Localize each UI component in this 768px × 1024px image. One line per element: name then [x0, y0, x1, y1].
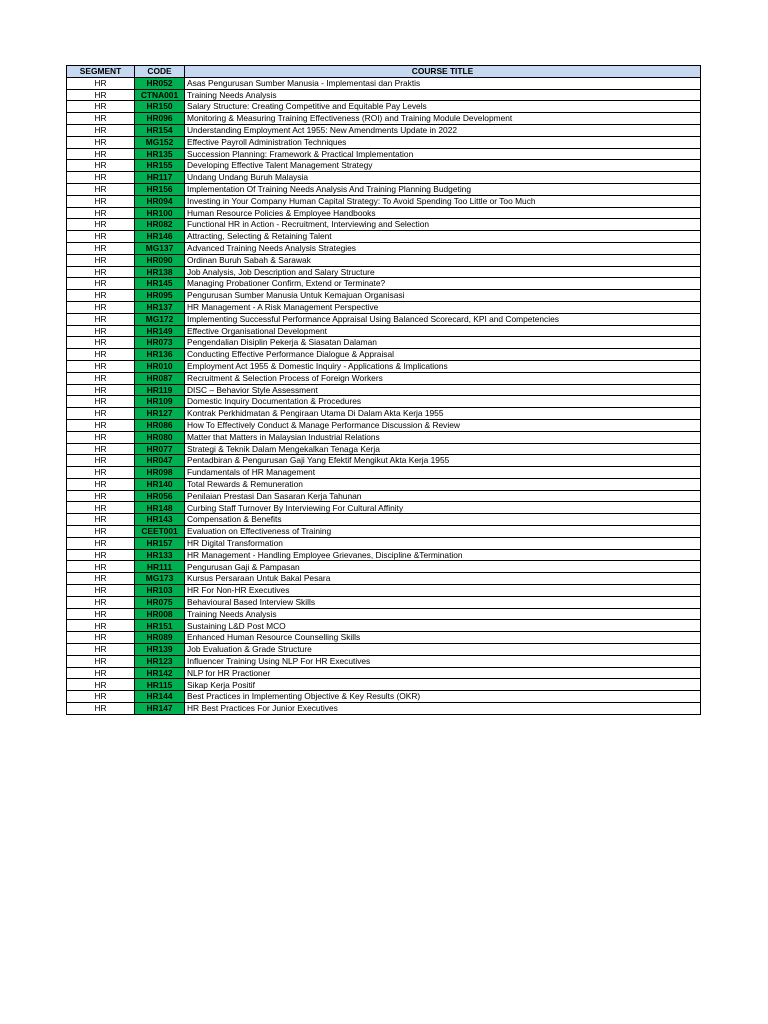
cell-course-title: Managing Probationer Confirm, Extend or Terminate? [185, 278, 701, 290]
cell-course-title: NLP for HR Practioner [185, 667, 701, 679]
cell-code: HR137 [135, 301, 185, 313]
cell-segment: HR [67, 337, 135, 349]
cell-segment: HR [67, 384, 135, 396]
cell-code: HR087 [135, 372, 185, 384]
cell-code: HR157 [135, 537, 185, 549]
cell-code: HR145 [135, 278, 185, 290]
cell-segment: HR [67, 561, 135, 573]
cell-course-title: HR Best Practices For Junior Executives [185, 703, 701, 715]
cell-course-title: Job Analysis, Job Description and Salary Structure [185, 266, 701, 278]
cell-course-title: Effective Organisational Development [185, 325, 701, 337]
table-row [67, 537, 701, 549]
cell-segment: HR [67, 231, 135, 243]
cell-segment: HR [67, 77, 135, 89]
cell-course-title: Strategi & Teknik Dalam Mengekalkan Tenaga Kerja [185, 443, 701, 455]
table-row [67, 278, 701, 290]
cell-code: HR111 [135, 561, 185, 573]
cell-code: HR146 [135, 231, 185, 243]
table-row [67, 408, 701, 420]
cell-course-title: Best Practices in Implementing Objective & Key Results (OKR) [185, 691, 701, 703]
cell-segment: HR [67, 160, 135, 172]
cell-segment: HR [67, 136, 135, 148]
cell-segment: HR [67, 124, 135, 136]
table-row [67, 124, 701, 136]
cell-code: HR109 [135, 396, 185, 408]
table-row [67, 266, 701, 278]
cell-code: HR095 [135, 290, 185, 302]
cell-segment: HR [67, 101, 135, 113]
cell-code: MG173 [135, 573, 185, 585]
cell-course-title: Training Needs Analysis [185, 89, 701, 101]
cell-course-title: Human Resource Policies & Employee Handbooks [185, 207, 701, 219]
cell-segment: HR [67, 290, 135, 302]
table-row [67, 490, 701, 502]
cell-code: HR047 [135, 455, 185, 467]
cell-segment: HR [67, 219, 135, 231]
table-row [67, 644, 701, 656]
table-row [67, 77, 701, 89]
cell-code: HR052 [135, 77, 185, 89]
cell-segment: HR [67, 632, 135, 644]
cell-segment: HR [67, 514, 135, 526]
cell-segment: HR [67, 596, 135, 608]
table-row [67, 608, 701, 620]
cell-segment: HR [67, 667, 135, 679]
table-row [67, 431, 701, 443]
header-segment: SEGMENT [67, 66, 135, 78]
cell-segment: HR [67, 396, 135, 408]
cell-code: HR136 [135, 349, 185, 361]
cell-segment: HR [67, 419, 135, 431]
table-row [67, 231, 701, 243]
cell-course-title: Sikap Kerja Positif [185, 679, 701, 691]
table-header [67, 66, 701, 78]
cell-course-title: Attracting, Selecting & Retaining Talent [185, 231, 701, 243]
cell-segment: HR [67, 431, 135, 443]
table-row [67, 502, 701, 514]
cell-course-title: Sustaining L&D Post MCO [185, 620, 701, 632]
table-row [67, 160, 701, 172]
cell-code: HR135 [135, 148, 185, 160]
cell-course-title: HR For Non-HR Executives [185, 585, 701, 597]
cell-code: CTNA001 [135, 89, 185, 101]
cell-code: HR103 [135, 585, 185, 597]
cell-course-title: Job Evaluation & Grade Structure [185, 644, 701, 656]
cell-segment: HR [67, 242, 135, 254]
cell-code: HR133 [135, 549, 185, 561]
table-row [67, 691, 701, 703]
table-row [67, 195, 701, 207]
cell-code: HR086 [135, 419, 185, 431]
cell-course-title: Compensation & Benefits [185, 514, 701, 526]
cell-course-title: Understanding Employment Act 1955: New Amendments Update in 2022 [185, 124, 701, 136]
cell-segment: HR [67, 148, 135, 160]
cell-course-title: Pengurusan Gaji & Pampasan [185, 561, 701, 573]
cell-code: HR119 [135, 384, 185, 396]
table-row [67, 443, 701, 455]
cell-segment: HR [67, 455, 135, 467]
cell-code: HR075 [135, 596, 185, 608]
cell-segment: HR [67, 620, 135, 632]
table-row [67, 290, 701, 302]
cell-course-title: Training Needs Analysis [185, 608, 701, 620]
table-body [67, 77, 701, 714]
table-row [67, 561, 701, 573]
table-row [67, 172, 701, 184]
cell-course-title: Curbing Staff Turnover By Interviewing For Cultural Affinity [185, 502, 701, 514]
cell-code: HR090 [135, 254, 185, 266]
cell-code: HR144 [135, 691, 185, 703]
cell-segment: HR [67, 313, 135, 325]
table-row [67, 313, 701, 325]
table-row [67, 113, 701, 125]
cell-segment: HR [67, 655, 135, 667]
cell-code: HR100 [135, 207, 185, 219]
cell-code: CEET001 [135, 526, 185, 538]
cell-course-title: Effective Payroll Administration Techniques [185, 136, 701, 148]
cell-segment: HR [67, 301, 135, 313]
cell-course-title: How To Effectively Conduct & Manage Performance Discussion & Review [185, 419, 701, 431]
cell-course-title: Undang Undang Buruh Malaysia [185, 172, 701, 184]
cell-code: HR115 [135, 679, 185, 691]
table-row [67, 372, 701, 384]
cell-course-title: Enhanced Human Resource Counselling Skills [185, 632, 701, 644]
cell-code: HR010 [135, 360, 185, 372]
cell-code: HR155 [135, 160, 185, 172]
table-row [67, 384, 701, 396]
cell-segment: HR [67, 325, 135, 337]
table-row [67, 455, 701, 467]
cell-course-title: Advanced Training Needs Analysis Strategies [185, 242, 701, 254]
cell-code: HR098 [135, 467, 185, 479]
table-row [67, 679, 701, 691]
cell-code: MG172 [135, 313, 185, 325]
table-row [67, 620, 701, 632]
table-row [67, 148, 701, 160]
cell-course-title: Pentadbiran & Pengurusan Gaji Yang Efektif Mengikut Akta Kerja 1955 [185, 455, 701, 467]
cell-course-title: Employment Act 1955 & Domestic Inquiry - Applications & Implications [185, 360, 701, 372]
table-row [67, 136, 701, 148]
table-row [67, 549, 701, 561]
cell-course-title: Developing Effective Talent Management Strategy [185, 160, 701, 172]
table-row [67, 655, 701, 667]
table-row [67, 526, 701, 538]
table-row [67, 573, 701, 585]
header-row [67, 66, 701, 78]
cell-code: HR080 [135, 431, 185, 443]
cell-code: HR008 [135, 608, 185, 620]
cell-course-title: DISC – Behavior Style Assessment [185, 384, 701, 396]
cell-segment: HR [67, 360, 135, 372]
cell-segment: HR [67, 207, 135, 219]
cell-segment: HR [67, 467, 135, 479]
cell-course-title: Monitoring & Measuring Training Effectiveness (ROI) and Training Module Development [185, 113, 701, 125]
cell-code: HR149 [135, 325, 185, 337]
cell-segment: HR [67, 585, 135, 597]
cell-course-title: Kursus Persaraan Untuk Bakal Pesara [185, 573, 701, 585]
cell-segment: HR [67, 691, 135, 703]
cell-course-title: Implementing Successful Performance Appraisal Using Balanced Scorecard, KPI and Competencies [185, 313, 701, 325]
table-row [67, 349, 701, 361]
cell-course-title: Behavioural Based Interview Skills [185, 596, 701, 608]
table-row [67, 101, 701, 113]
cell-course-title: Investing in Your Company Human Capital Strategy: To Avoid Spending Too Little or Too Much [185, 195, 701, 207]
table-row [67, 703, 701, 715]
cell-course-title: Pengendalian Disiplin Pekerja & Siasatan Dalaman [185, 337, 701, 349]
cell-segment: HR [67, 183, 135, 195]
cell-code: HR140 [135, 478, 185, 490]
cell-segment: HR [67, 537, 135, 549]
cell-segment: HR [67, 644, 135, 656]
cell-segment: HR [67, 195, 135, 207]
table-row [67, 478, 701, 490]
table-row [67, 632, 701, 644]
cell-segment: HR [67, 490, 135, 502]
cell-course-title: Recruitment & Selection Process of Foreign Workers [185, 372, 701, 384]
cell-course-title: Succession Planning: Framework & Practical Implementation [185, 148, 701, 160]
cell-course-title: HR Management - Handling Employee Grievanes, Discipline &Termination [185, 549, 701, 561]
table-row [67, 183, 701, 195]
cell-course-title: Salary Structure: Creating Competitive and Equitable Pay Levels [185, 101, 701, 113]
cell-code: HR096 [135, 113, 185, 125]
header-course-title: COURSE TITLE [185, 66, 701, 78]
cell-segment: HR [67, 113, 135, 125]
table-row [67, 467, 701, 479]
cell-course-title: Domestic Inquiry Documentation & Procedures [185, 396, 701, 408]
cell-course-title: Asas Pengurusan Sumber Manusia - Implementasi dan Praktis [185, 77, 701, 89]
cell-segment: HR [67, 679, 135, 691]
cell-course-title: Penilaian Prestasi Dan Sasaran Kerja Tahunan [185, 490, 701, 502]
cell-code: HR073 [135, 337, 185, 349]
cell-code: HR082 [135, 219, 185, 231]
cell-code: HR089 [135, 632, 185, 644]
cell-segment: HR [67, 526, 135, 538]
cell-segment: HR [67, 349, 135, 361]
cell-course-title: Total Rewards & Remuneration [185, 478, 701, 490]
cell-course-title: Conducting Effective Performance Dialogue & Appraisal [185, 349, 701, 361]
table-row [67, 514, 701, 526]
cell-segment: HR [67, 608, 135, 620]
table-row [67, 89, 701, 101]
cell-course-title: Influencer Training Using NLP For HR Executives [185, 655, 701, 667]
cell-segment: HR [67, 266, 135, 278]
cell-segment: HR [67, 372, 135, 384]
cell-code: HR154 [135, 124, 185, 136]
table-row [67, 207, 701, 219]
table-row [67, 667, 701, 679]
cell-course-title: Evaluation on Effectiveness of Training [185, 526, 701, 538]
cell-code: HR156 [135, 183, 185, 195]
course-table [66, 65, 701, 715]
cell-course-title: HR Management - A Risk Management Perspective [185, 301, 701, 313]
cell-course-title: Kontrak Perkhidmatan & Pengiraan Utama Di Dalam Akta Kerja 1955 [185, 408, 701, 420]
table-row [67, 337, 701, 349]
cell-segment: HR [67, 254, 135, 266]
cell-segment: HR [67, 278, 135, 290]
cell-code: HR143 [135, 514, 185, 526]
cell-code: HR138 [135, 266, 185, 278]
cell-segment: HR [67, 408, 135, 420]
cell-code: HR150 [135, 101, 185, 113]
cell-code: HR127 [135, 408, 185, 420]
cell-code: HR123 [135, 655, 185, 667]
cell-code: HR142 [135, 667, 185, 679]
table-row [67, 419, 701, 431]
cell-segment: HR [67, 443, 135, 455]
cell-course-title: Pengurusan Sumber Manusia Untuk Kemajuan Organisasi [185, 290, 701, 302]
cell-course-title: Implementation Of Training Needs Analysis And Training Planning Budgeting [185, 183, 701, 195]
cell-course-title: Fundamentals of HR Management [185, 467, 701, 479]
cell-code: HR151 [135, 620, 185, 632]
table-row [67, 254, 701, 266]
cell-segment: HR [67, 89, 135, 101]
table-row [67, 325, 701, 337]
table-row [67, 585, 701, 597]
table-row [67, 360, 701, 372]
cell-code: HR117 [135, 172, 185, 184]
cell-segment: HR [67, 573, 135, 585]
cell-code: HR077 [135, 443, 185, 455]
cell-code: HR147 [135, 703, 185, 715]
cell-code: HR148 [135, 502, 185, 514]
cell-code: HR056 [135, 490, 185, 502]
cell-code: HR139 [135, 644, 185, 656]
cell-course-title: Functional HR in Action - Recruitment, Interviewing and Selection [185, 219, 701, 231]
cell-segment: HR [67, 549, 135, 561]
header-code: CODE [135, 66, 185, 78]
cell-course-title: Matter that Matters in Malaysian Industrial Relations [185, 431, 701, 443]
table-row [67, 301, 701, 313]
cell-segment: HR [67, 172, 135, 184]
table-row [67, 396, 701, 408]
cell-segment: HR [67, 703, 135, 715]
cell-code: MG137 [135, 242, 185, 254]
cell-code: HR094 [135, 195, 185, 207]
cell-course-title: HR Digital Transformation [185, 537, 701, 549]
table-row [67, 596, 701, 608]
cell-code: MG152 [135, 136, 185, 148]
table-row [67, 242, 701, 254]
cell-course-title: Ordinan Buruh Sabah & Sarawak [185, 254, 701, 266]
cell-segment: HR [67, 478, 135, 490]
cell-segment: HR [67, 502, 135, 514]
table-row [67, 219, 701, 231]
